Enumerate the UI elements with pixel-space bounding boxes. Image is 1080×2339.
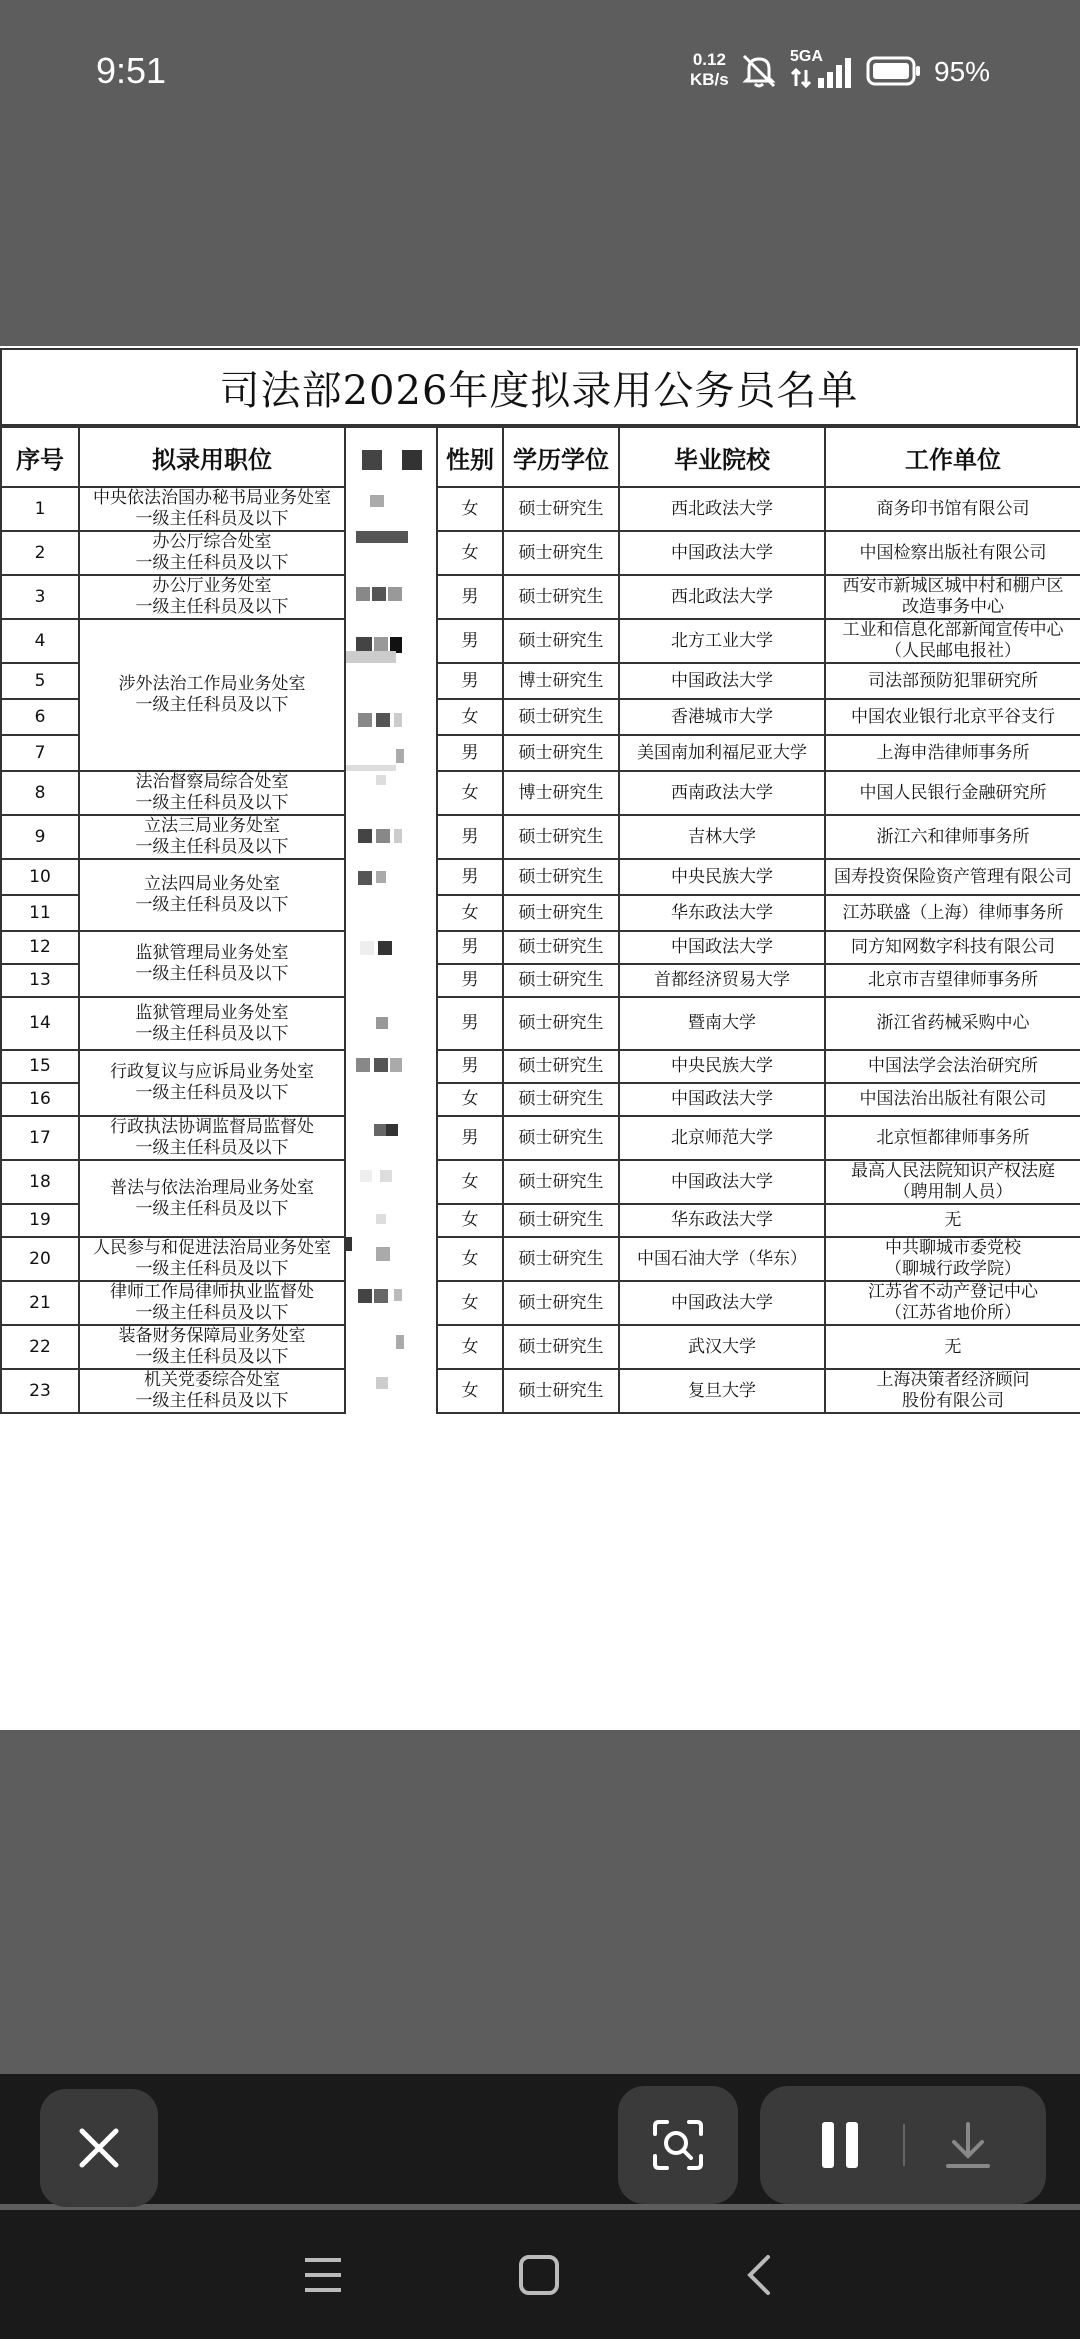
redaction-block (394, 829, 402, 843)
row-number: 6 (1, 699, 79, 735)
table-row (1, 1325, 1080, 1369)
position-cell: 装备财务保障局业务处室 一级主任科员及以下 (79, 1325, 345, 1369)
pause-button[interactable] (810, 2116, 870, 2174)
school-cell: 吉林大学 (619, 815, 825, 859)
redaction-block (358, 871, 372, 885)
degree-cell: 硕士研究生 (503, 1204, 619, 1237)
table-row (1, 1050, 1080, 1083)
redaction-block (360, 941, 374, 955)
network-type: 5GA (790, 48, 823, 65)
work-unit-cell: 江苏省不动产登记中心 （江苏省地价所） (825, 1281, 1080, 1325)
gender-cell: 女 (437, 1369, 503, 1413)
gender-cell: 女 (437, 487, 503, 531)
degree-cell: 硕士研究生 (503, 1281, 619, 1325)
school-cell: 西南政法大学 (619, 771, 825, 815)
row-number: 11 (1, 895, 79, 931)
home-icon (517, 2253, 561, 2297)
position-cell: 监狱管理局业务处室 一级主任科员及以下 (79, 997, 345, 1050)
redacted-name-cell (345, 815, 437, 859)
position-cell: 办公厅综合处室 一级主任科员及以下 (79, 531, 345, 575)
clock: 9:51 (96, 50, 167, 91)
gender-cell: 女 (437, 1083, 503, 1116)
redacted-name-cell (345, 771, 437, 815)
signal-icon (790, 48, 860, 90)
degree-cell: 硕士研究生 (503, 859, 619, 895)
battery-percent: 95% (934, 56, 991, 87)
redacted-name-cell (345, 1160, 437, 1204)
pause-icon (818, 2120, 862, 2170)
school-cell: 中国政法大学 (619, 663, 825, 699)
work-unit-cell: 北京市吉望律师事务所 (825, 964, 1080, 997)
degree-cell: 硕士研究生 (503, 964, 619, 997)
status-bar (0, 0, 1080, 140)
position-cell: 涉外法治工作局业务处室 一级主任科员及以下 (79, 619, 345, 771)
viewer-controls (0, 2074, 1080, 2204)
redacted-name-cell (345, 895, 437, 931)
school-cell: 复旦大学 (619, 1369, 825, 1413)
degree-cell: 硕士研究生 (503, 1160, 619, 1204)
redacted-name-cell (345, 531, 437, 575)
row-number: 22 (1, 1325, 79, 1369)
work-unit-cell: 中共聊城市委党校 （聊城行政学院） (825, 1237, 1080, 1281)
network-speed (690, 50, 729, 90)
row-number: 21 (1, 1281, 79, 1325)
degree-cell: 硕士研究生 (503, 1083, 619, 1116)
redacted-name-cell (345, 487, 437, 531)
gender-cell: 女 (437, 1237, 503, 1281)
redacted-name-cell (345, 1083, 437, 1116)
redacted-name-cell (345, 964, 437, 997)
redaction-block (374, 637, 388, 651)
row-number: 15 (1, 1050, 79, 1083)
redaction-block (356, 531, 408, 543)
gender-cell: 男 (437, 859, 503, 895)
redaction-block (386, 1124, 398, 1136)
candidate-table (0, 426, 1080, 1414)
work-unit-cell: 中国检察出版社有限公司 (825, 531, 1080, 575)
redaction-block (346, 651, 396, 663)
redaction-block (378, 941, 392, 955)
redacted-name-cell (345, 859, 437, 895)
divider (903, 2124, 905, 2166)
header-cell: 性别 (437, 427, 503, 487)
degree-cell: 硕士研究生 (503, 815, 619, 859)
redacted-name-cell (345, 1116, 437, 1160)
school-cell: 中国石油大学（华东） (619, 1237, 825, 1281)
work-unit-cell: 司法部预防犯罪研究所 (825, 663, 1080, 699)
table-row (1, 1237, 1080, 1281)
redaction-block (396, 749, 404, 763)
table-row (1, 931, 1080, 964)
school-cell: 中国政法大学 (619, 1083, 825, 1116)
download-icon (944, 2120, 992, 2170)
redacted-name-cell (345, 663, 437, 699)
degree-cell: 硕士研究生 (503, 735, 619, 771)
row-number: 17 (1, 1116, 79, 1160)
network-speed-unit: KB/s (690, 70, 729, 89)
school-cell: 暨南大学 (619, 997, 825, 1050)
redacted-name-cell (345, 735, 437, 771)
school-cell: 西北政法大学 (619, 487, 825, 531)
row-number: 4 (1, 619, 79, 663)
degree-cell: 硕士研究生 (503, 895, 619, 931)
table-row (1, 619, 1080, 663)
degree-cell: 博士研究生 (503, 663, 619, 699)
redaction-block (374, 1124, 386, 1136)
gender-cell: 女 (437, 531, 503, 575)
work-unit-cell: 工业和信息化部新闻宣传中心 （人民邮电报社） (825, 619, 1080, 663)
school-cell: 中国政法大学 (619, 1160, 825, 1204)
row-number: 16 (1, 1083, 79, 1116)
degree-cell: 硕士研究生 (503, 487, 619, 531)
row-number: 23 (1, 1369, 79, 1413)
back-icon (744, 2253, 774, 2297)
degree-cell: 硕士研究生 (503, 1369, 619, 1413)
redacted-name-header (345, 427, 437, 487)
redacted-name-cell (345, 1237, 437, 1281)
work-unit-cell: 中国法学会法治研究所 (825, 1050, 1080, 1083)
work-unit-cell: 中国法治出版社有限公司 (825, 1083, 1080, 1116)
row-number: 13 (1, 964, 79, 997)
school-cell: 北方工业大学 (619, 619, 825, 663)
redaction-block (394, 713, 402, 727)
header-cell: 拟录用职位 (79, 427, 345, 487)
work-unit-cell: 江苏联盛（上海）律师事务所 (825, 895, 1080, 931)
school-cell: 华东政法大学 (619, 1204, 825, 1237)
position-cell: 法治督察局综合处室 一级主任科员及以下 (79, 771, 345, 815)
row-number: 1 (1, 487, 79, 531)
redacted-name-cell (345, 1325, 437, 1369)
school-cell: 中国政法大学 (619, 931, 825, 964)
row-number: 2 (1, 531, 79, 575)
redaction-block (374, 1058, 388, 1072)
gender-cell: 男 (437, 964, 503, 997)
table-row (1, 575, 1080, 619)
redacted-name-cell (345, 1204, 437, 1237)
position-cell: 行政执法协调监督局监督处 一级主任科员及以下 (79, 1116, 345, 1160)
work-unit-cell: 最高人民法院知识产权法庭 （聘用制人员） (825, 1160, 1080, 1204)
school-cell: 华东政法大学 (619, 895, 825, 931)
redaction-block (360, 1170, 372, 1182)
degree-cell: 硕士研究生 (503, 575, 619, 619)
gender-cell: 男 (437, 997, 503, 1050)
degree-cell: 硕士研究生 (503, 1237, 619, 1281)
school-cell: 中央民族大学 (619, 859, 825, 895)
school-cell: 香港城市大学 (619, 699, 825, 735)
redaction-block (358, 1289, 372, 1303)
position-cell: 立法四局业务处室 一级主任科员及以下 (79, 859, 345, 931)
table-row (1, 1369, 1080, 1413)
row-number: 5 (1, 663, 79, 699)
redaction-block (372, 587, 386, 601)
back-button[interactable] (732, 2248, 786, 2302)
redacted-name-cell (345, 931, 437, 964)
redaction-block (376, 775, 386, 785)
redaction-block (376, 871, 386, 883)
gender-cell: 女 (437, 1160, 503, 1204)
playback-pill (760, 2086, 1046, 2204)
table-header-row (1, 427, 1080, 487)
battery-icon (866, 56, 920, 84)
gender-cell: 男 (437, 1050, 503, 1083)
table-row (1, 531, 1080, 575)
redaction-block (358, 713, 372, 727)
home-button[interactable] (512, 2248, 566, 2302)
position-cell: 普法与依法治理局业务处室 一级主任科员及以下 (79, 1160, 345, 1237)
position-cell: 立法三局业务处室 一级主任科员及以下 (79, 815, 345, 859)
degree-cell: 博士研究生 (503, 771, 619, 815)
gender-cell: 男 (437, 663, 503, 699)
redaction-block (376, 713, 390, 727)
position-cell: 律师工作局律师执业监督处 一级主任科员及以下 (79, 1281, 345, 1325)
position-cell: 中央依法治国办秘书局业务处室 一级主任科员及以下 (79, 487, 345, 531)
school-cell: 中国政法大学 (619, 531, 825, 575)
degree-cell: 硕士研究生 (503, 931, 619, 964)
table-row (1, 1160, 1080, 1204)
system-nav-bar (0, 2210, 1080, 2339)
redaction-block (346, 1237, 352, 1251)
menu-icon (302, 2256, 344, 2294)
position-cell: 行政复议与应诉局业务处室 一级主任科员及以下 (79, 1050, 345, 1116)
redaction-block (394, 1289, 402, 1301)
redaction-block (356, 587, 370, 601)
work-unit-cell: 商务印书馆有限公司 (825, 487, 1080, 531)
degree-cell: 硕士研究生 (503, 1325, 619, 1369)
work-unit-cell: 浙江六和律师事务所 (825, 815, 1080, 859)
work-unit-cell: 国寿投资保险资产管理有限公司 (825, 859, 1080, 895)
document-image[interactable] (0, 346, 1080, 1730)
table-row (1, 771, 1080, 815)
redaction-block (376, 1214, 386, 1224)
gender-cell: 男 (437, 575, 503, 619)
redaction-block (376, 1017, 388, 1029)
close-button[interactable] (40, 2089, 158, 2207)
table-row (1, 815, 1080, 859)
header-cell: 序号 (1, 427, 79, 487)
document-title: 司法部2026年度拟录用公务员名单 (0, 348, 1078, 426)
redaction-block (376, 1377, 388, 1389)
row-number: 8 (1, 771, 79, 815)
gender-cell: 女 (437, 771, 503, 815)
table-row (1, 997, 1080, 1050)
redaction-block (374, 1289, 388, 1303)
school-cell: 中国政法大学 (619, 1281, 825, 1325)
row-number: 19 (1, 1204, 79, 1237)
image-search-button[interactable] (618, 2086, 738, 2204)
redaction-block (388, 587, 402, 601)
position-cell: 人民参与和促进法治局业务处室 一级主任科员及以下 (79, 1237, 345, 1281)
degree-cell: 硕士研究生 (503, 699, 619, 735)
row-number: 14 (1, 997, 79, 1050)
school-cell: 武汉大学 (619, 1325, 825, 1369)
header-cell: 学历学位 (503, 427, 619, 487)
gender-cell: 女 (437, 699, 503, 735)
row-number: 7 (1, 735, 79, 771)
redacted-name-cell (345, 575, 437, 619)
gender-cell: 男 (437, 931, 503, 964)
header-cell: 毕业院校 (619, 427, 825, 487)
redacted-name-cell (345, 1050, 437, 1083)
redaction-block (358, 829, 372, 843)
redacted-name-cell (345, 699, 437, 735)
work-unit-cell: 无 (825, 1204, 1080, 1237)
school-cell: 西北政法大学 (619, 575, 825, 619)
gender-cell: 女 (437, 1204, 503, 1237)
redaction-block (396, 1335, 404, 1349)
work-unit-cell: 无 (825, 1325, 1080, 1369)
image-search-icon (651, 2118, 705, 2172)
mute-icon (738, 50, 780, 92)
gender-cell: 男 (437, 815, 503, 859)
redacted-name-cell (345, 1369, 437, 1413)
school-cell: 北京师范大学 (619, 1116, 825, 1160)
network-speed-value: 0.12 (692, 50, 726, 69)
redacted-name-cell (345, 619, 437, 663)
work-unit-cell: 中国农业银行北京平谷支行 (825, 699, 1080, 735)
header-cell: 工作单位 (825, 427, 1080, 487)
work-unit-cell: 同方知网数字科技有限公司 (825, 931, 1080, 964)
gender-cell: 女 (437, 1325, 503, 1369)
table-row (1, 859, 1080, 895)
redaction-block (376, 829, 390, 843)
school-cell: 中央民族大学 (619, 1050, 825, 1083)
redaction-block (370, 495, 384, 507)
row-number: 9 (1, 815, 79, 859)
menu-button[interactable] (296, 2248, 350, 2302)
school-cell: 首都经济贸易大学 (619, 964, 825, 997)
close-icon (76, 2125, 122, 2171)
work-unit-cell: 浙江省药械采购中心 (825, 997, 1080, 1050)
redaction-block (390, 1058, 402, 1072)
gender-cell: 男 (437, 619, 503, 663)
redaction-block (380, 1170, 392, 1182)
table-row (1, 1116, 1080, 1160)
table-row (1, 487, 1080, 531)
position-cell: 监狱管理局业务处室 一级主任科员及以下 (79, 931, 345, 997)
degree-cell: 硕士研究生 (503, 531, 619, 575)
redaction-block (356, 1058, 370, 1072)
degree-cell: 硕士研究生 (503, 1116, 619, 1160)
row-number: 10 (1, 859, 79, 895)
work-unit-cell: 西安市新城区城中村和棚户区 改造事务中心 (825, 575, 1080, 619)
redaction-block (376, 1247, 390, 1261)
row-number: 20 (1, 1237, 79, 1281)
row-number: 3 (1, 575, 79, 619)
degree-cell: 硕士研究生 (503, 1050, 619, 1083)
degree-cell: 硕士研究生 (503, 997, 619, 1050)
gender-cell: 男 (437, 735, 503, 771)
gender-cell: 女 (437, 895, 503, 931)
school-cell: 美国南加利福尼亚大学 (619, 735, 825, 771)
work-unit-cell: 上海决策者经济顾问 股份有限公司 (825, 1369, 1080, 1413)
download-button[interactable] (936, 2114, 1000, 2176)
position-cell: 机关党委综合处室 一级主任科员及以下 (79, 1369, 345, 1413)
redacted-name-cell (345, 1281, 437, 1325)
gender-cell: 男 (437, 1116, 503, 1160)
work-unit-cell: 中国人民银行金融研究所 (825, 771, 1080, 815)
row-number: 18 (1, 1160, 79, 1204)
table-row (1, 1281, 1080, 1325)
redacted-name-cell (345, 997, 437, 1050)
work-unit-cell: 上海申浩律师事务所 (825, 735, 1080, 771)
gender-cell: 女 (437, 1281, 503, 1325)
degree-cell: 硕士研究生 (503, 619, 619, 663)
row-number: 12 (1, 931, 79, 964)
work-unit-cell: 北京恒都律师事务所 (825, 1116, 1080, 1160)
position-cell: 办公厅业务处室 一级主任科员及以下 (79, 575, 345, 619)
